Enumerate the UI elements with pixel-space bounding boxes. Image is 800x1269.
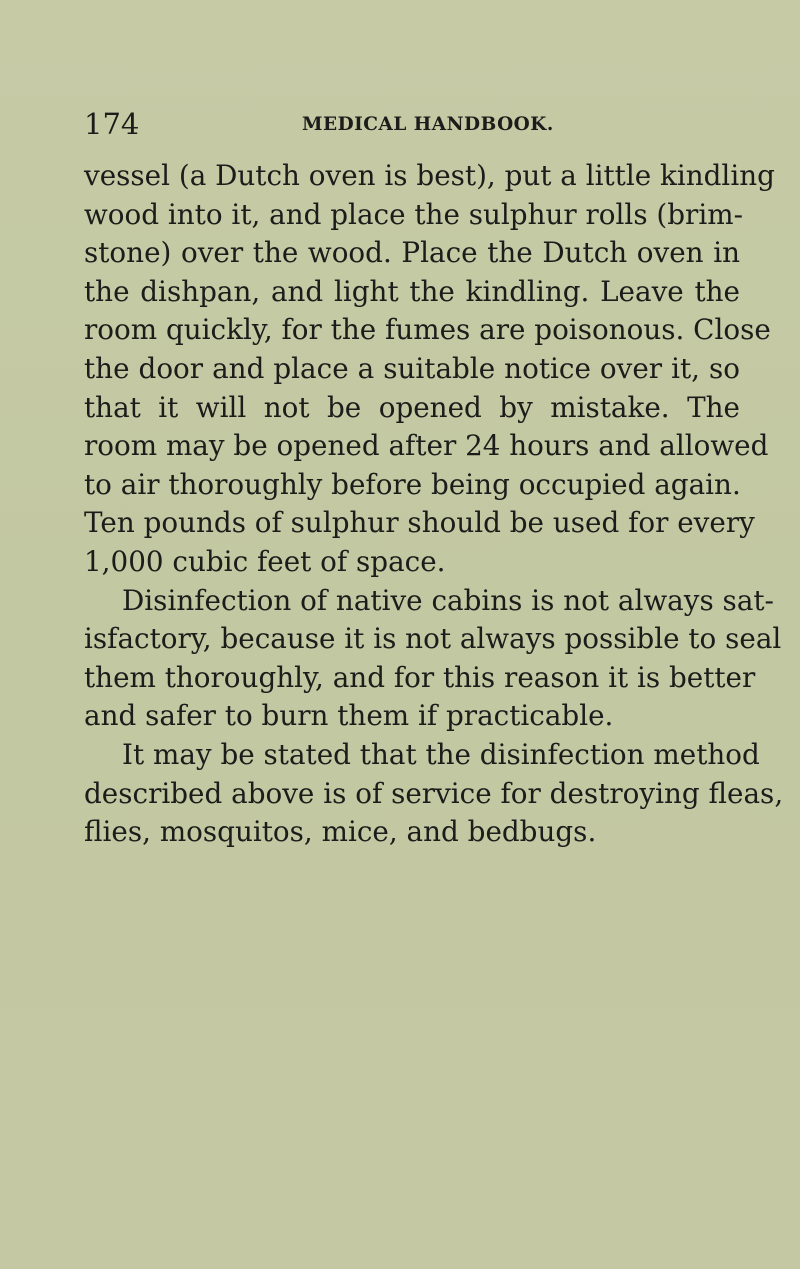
- text-line: vessel (a Dutch oven is best), put a little kindling: [84, 159, 775, 192]
- text-line: It may be stated that the disinfection method: [122, 737, 760, 771]
- text-line: Ten pounds of sulphur should be used for every: [84, 506, 755, 540]
- text-line: and safer to burn them if practicable.: [84, 699, 614, 733]
- text-line: the door and place a suitable notice over it, so: [84, 351, 740, 385]
- text-line: them thoroughly, and for this reason it is better: [84, 660, 756, 694]
- text-line: 1,000 cubic feet of space.: [84, 544, 446, 578]
- page-header: [84, 104, 724, 144]
- text-line: the dishpan, and light the kindling. Leave the: [84, 274, 740, 308]
- text-line: room may be opened after 24 hours and allowed: [84, 429, 769, 463]
- paragraph-disinfection-method: [84, 736, 784, 852]
- text-line: stone) over the wood. Place the Dutch oven in: [84, 236, 740, 270]
- text-line: to air thoroughly before being occupied again.: [84, 467, 741, 501]
- text-line: Disinfection of native cabins is not always sat-: [122, 583, 774, 617]
- text-line: room quickly, for the fumes are poisonous. Close: [84, 313, 771, 347]
- running-title: MEDICAL HANDBOOK.: [302, 114, 554, 135]
- text-line: flies, mosquitos, mice, and bedbugs.: [84, 815, 597, 849]
- paragraph-continuation: [84, 157, 775, 582]
- text-line: wood into it, and place the sulphur rolls (brim-: [84, 197, 743, 231]
- text-line: described above is of service for destroying fleas,: [84, 776, 784, 810]
- paragraph-native-cabins: [84, 582, 782, 736]
- text-line: that it will not be opened by mistake. The: [84, 390, 740, 424]
- body-text: [84, 157, 784, 852]
- text-line: isfactory, because it is not always possible to seal: [84, 622, 782, 656]
- page-number: 174: [84, 107, 140, 141]
